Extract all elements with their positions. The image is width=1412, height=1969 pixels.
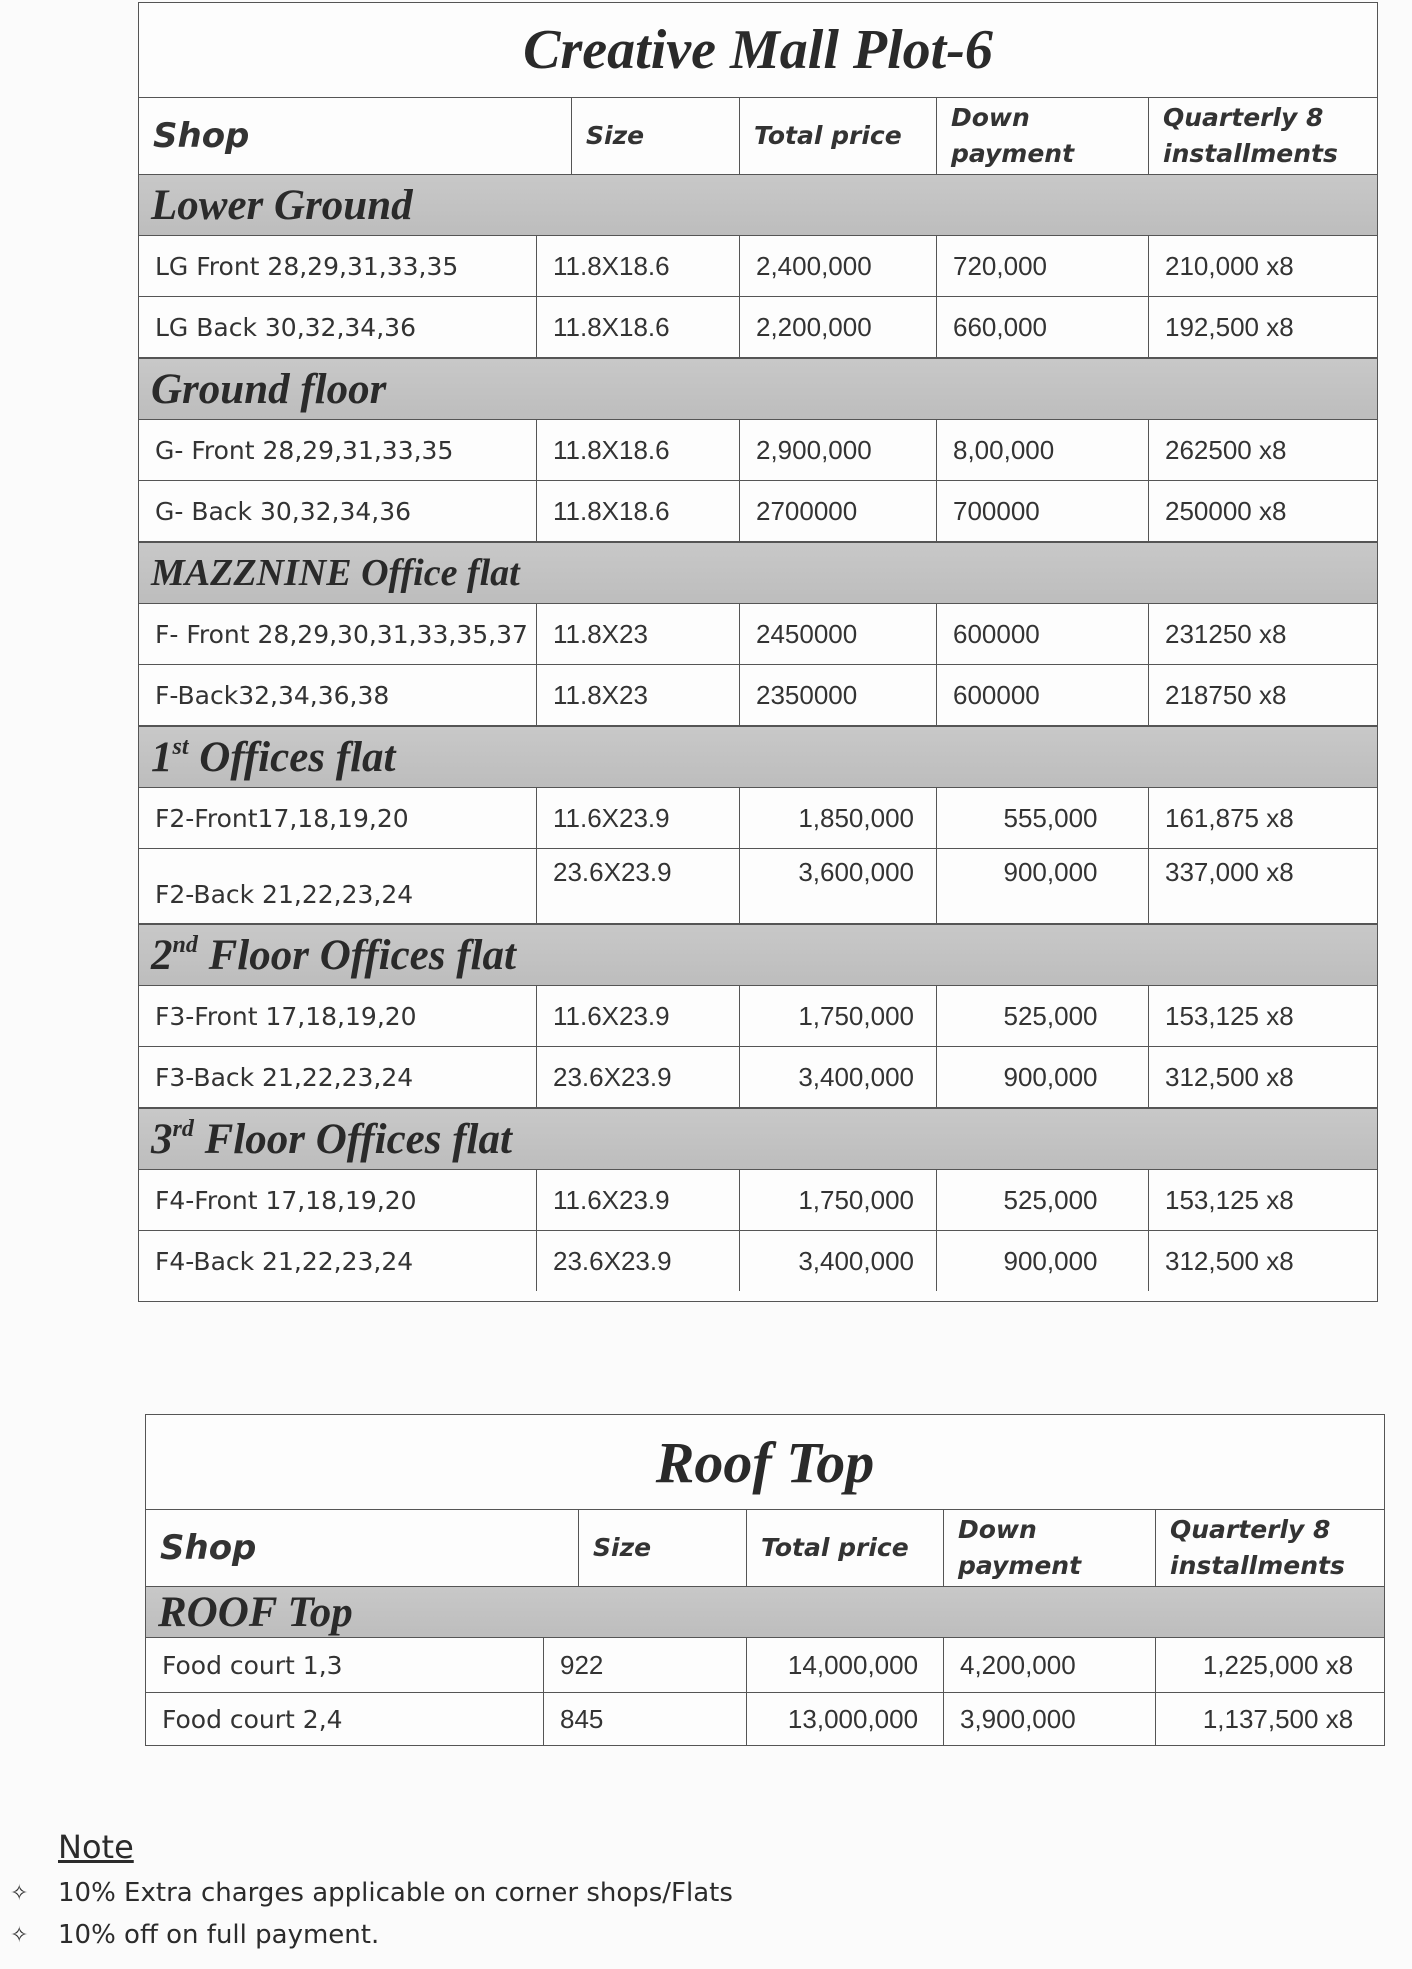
cell-installments: 210,000 x8 <box>1165 250 1294 281</box>
roof-table-title: Roof Top <box>146 1415 1384 1510</box>
cell-installments: 262500 x8 <box>1165 434 1287 465</box>
cell-total: 1,850,000 <box>740 788 937 848</box>
cell-down: 4,200,000 <box>944 1638 1156 1692</box>
header-installments: Quarterly 8 installments <box>1170 1515 1345 1580</box>
table-row <box>139 1170 1377 1231</box>
cell-installments: 153,125 x8 <box>1165 1000 1294 1031</box>
cell-total: 3,400,000 <box>740 1231 937 1291</box>
header-size: Size <box>579 1510 747 1586</box>
cell-down: 720,000 <box>937 236 1149 296</box>
cell-size: 11.6X23.9 <box>537 986 740 1046</box>
cell-total: 2,200,000 <box>740 297 937 357</box>
cell-shop: F2-Back 21,22,23,24 <box>139 849 537 923</box>
section-title: Ground floor <box>151 365 387 413</box>
section-title: Offices flat <box>199 733 396 781</box>
cell-shop: F3-Front 17,18,19,20 <box>139 986 537 1046</box>
note-item <box>10 1920 379 1950</box>
cell-total: 13,000,000 <box>747 1693 944 1745</box>
cell-size: 11.8X18.6 <box>537 297 740 357</box>
diamond-bullet-icon: ✧ <box>10 1922 29 1948</box>
cell-size: 11.8X18.6 <box>537 420 740 480</box>
section-lower-ground <box>139 175 1377 236</box>
section-title-sup: nd <box>172 931 198 958</box>
note-text: 10% Extra charges applicable on corner shops/Flats <box>58 1878 733 1908</box>
cell-size: 11.8X18.6 <box>537 481 740 541</box>
cell-down: 700000 <box>937 481 1149 541</box>
cell-shop: Food court 2,4 <box>146 1693 544 1745</box>
table-row <box>139 849 1377 924</box>
section-second-floor-offices <box>139 924 1377 986</box>
cell-shop: F2-Front17,18,19,20 <box>139 788 537 848</box>
cell-shop: F-Back32,34,36,38 <box>139 665 537 725</box>
table-row <box>146 1693 1384 1745</box>
cell-total: 2,900,000 <box>740 420 937 480</box>
cell-installments: 218750 x8 <box>1165 679 1287 710</box>
cell-size: 11.8X23 <box>537 604 740 664</box>
cell-total: 2350000 <box>740 665 937 725</box>
cell-installments: 153,125 x8 <box>1165 1184 1294 1215</box>
diamond-bullet-icon: ✧ <box>10 1880 29 1906</box>
cell-installments: 161,875 x8 <box>1165 802 1294 833</box>
cell-total: 14,000,000 <box>747 1638 944 1692</box>
note-text: 10% off on full payment. <box>58 1920 380 1950</box>
table-row <box>139 1231 1377 1291</box>
cell-down: 900,000 <box>937 1231 1149 1291</box>
cell-installments: 1,137,500 x8 <box>1202 1703 1354 1734</box>
header-size: Size <box>572 98 740 174</box>
cell-down: 525,000 <box>937 986 1149 1046</box>
table-row <box>146 1638 1384 1693</box>
cell-shop: G- Back 30,32,34,36 <box>139 481 537 541</box>
cell-down: 600000 <box>937 604 1149 664</box>
table-row <box>139 604 1377 665</box>
cell-installments: 231250 x8 <box>1165 618 1287 649</box>
section-third-floor-offices <box>139 1108 1377 1170</box>
cell-installments: 250000 x8 <box>1165 495 1287 526</box>
header-installments: Quarterly 8 installments <box>1163 103 1338 168</box>
cell-down: 600000 <box>937 665 1149 725</box>
roof-top-table <box>145 1414 1385 1746</box>
cell-shop: F4-Back 21,22,23,24 <box>139 1231 537 1291</box>
cell-total: 2700000 <box>740 481 937 541</box>
roof-table-header <box>146 1510 1384 1587</box>
cell-shop: Food court 1,3 <box>146 1638 544 1692</box>
cell-shop: F4-Front 17,18,19,20 <box>139 1170 537 1230</box>
section-title-prefix: 3 <box>151 1115 173 1163</box>
cell-down: 660,000 <box>937 297 1149 357</box>
table-row <box>139 1047 1377 1108</box>
cell-size: 23.6X23.9 <box>537 1047 740 1107</box>
cell-size: 11.8X18.6 <box>537 236 740 296</box>
cell-shop: G- Front 28,29,31,33,35 <box>139 420 537 480</box>
section-title-prefix: 1 <box>151 733 173 781</box>
table-row <box>139 986 1377 1047</box>
section-title: Floor Offices flat <box>208 931 516 979</box>
table-row <box>139 420 1377 481</box>
cell-size: 845 <box>544 1693 747 1745</box>
cell-size: 23.6X23.9 <box>537 1231 740 1291</box>
header-shop: Shop <box>146 1510 579 1586</box>
cell-size: 11.6X23.9 <box>537 1170 740 1230</box>
notes-title: Note <box>58 1828 134 1866</box>
cell-shop: LG Front 28,29,31,33,35 <box>139 236 537 296</box>
header-down-payment: Down payment <box>944 1510 1156 1586</box>
section-title: ROOF Top <box>158 1588 353 1636</box>
section-title: Lower Ground <box>151 181 413 229</box>
section-title-sup: rd <box>172 1115 194 1142</box>
main-table-title: Creative Mall Plot-6 <box>139 3 1377 98</box>
cell-size: 11.8X23 <box>537 665 740 725</box>
section-first-floor-offices <box>139 726 1377 788</box>
section-roof-top <box>146 1587 1384 1638</box>
cell-total: 3,400,000 <box>740 1047 937 1107</box>
cell-total: 2,400,000 <box>740 236 937 296</box>
section-mezzanine <box>139 542 1377 604</box>
cell-size: 922 <box>544 1638 747 1692</box>
cell-size: 11.6X23.9 <box>537 788 740 848</box>
cell-down: 8,00,000 <box>937 420 1149 480</box>
cell-total: 1,750,000 <box>740 1170 937 1230</box>
cell-down: 555,000 <box>937 788 1149 848</box>
header-total-price: Total price <box>740 98 937 174</box>
cell-installments: 312,500 x8 <box>1165 1245 1294 1276</box>
cell-down: 900,000 <box>937 1047 1149 1107</box>
cell-total: 2450000 <box>740 604 937 664</box>
table-row <box>139 236 1377 297</box>
section-ground-floor <box>139 358 1377 420</box>
cell-shop: LG Back 30,32,34,36 <box>139 297 537 357</box>
table-row <box>139 665 1377 726</box>
cell-total: 3,600,000 <box>740 849 937 923</box>
cell-installments: 337,000 x8 <box>1165 857 1294 887</box>
cell-down: 525,000 <box>937 1170 1149 1230</box>
note-item <box>10 1878 733 1908</box>
main-table-header <box>139 98 1377 175</box>
section-title-prefix: 2 <box>151 931 173 979</box>
cell-shop: F- Front 28,29,30,31,33,35,37 <box>139 604 537 664</box>
section-title: MAZZNINE Office flat <box>151 552 520 594</box>
header-total-price: Total price <box>747 1510 944 1586</box>
main-price-table <box>138 2 1378 1302</box>
header-shop: Shop <box>139 98 572 174</box>
table-row <box>139 481 1377 542</box>
cell-size: 23.6X23.9 <box>537 849 740 923</box>
cell-installments: 312,500 x8 <box>1165 1061 1294 1092</box>
cell-total: 1,750,000 <box>740 986 937 1046</box>
cell-down: 3,900,000 <box>944 1693 1156 1745</box>
cell-installments: 1,225,000 x8 <box>1202 1649 1354 1680</box>
header-down-payment: Down payment <box>937 98 1149 174</box>
section-title-sup: st <box>172 733 189 760</box>
cell-installments: 192,500 x8 <box>1165 311 1294 342</box>
section-title: Floor Offices flat <box>204 1115 512 1163</box>
cell-down: 900,000 <box>937 849 1149 923</box>
cell-shop: F3-Back 21,22,23,24 <box>139 1047 537 1107</box>
table-row <box>139 788 1377 849</box>
table-row <box>139 297 1377 358</box>
